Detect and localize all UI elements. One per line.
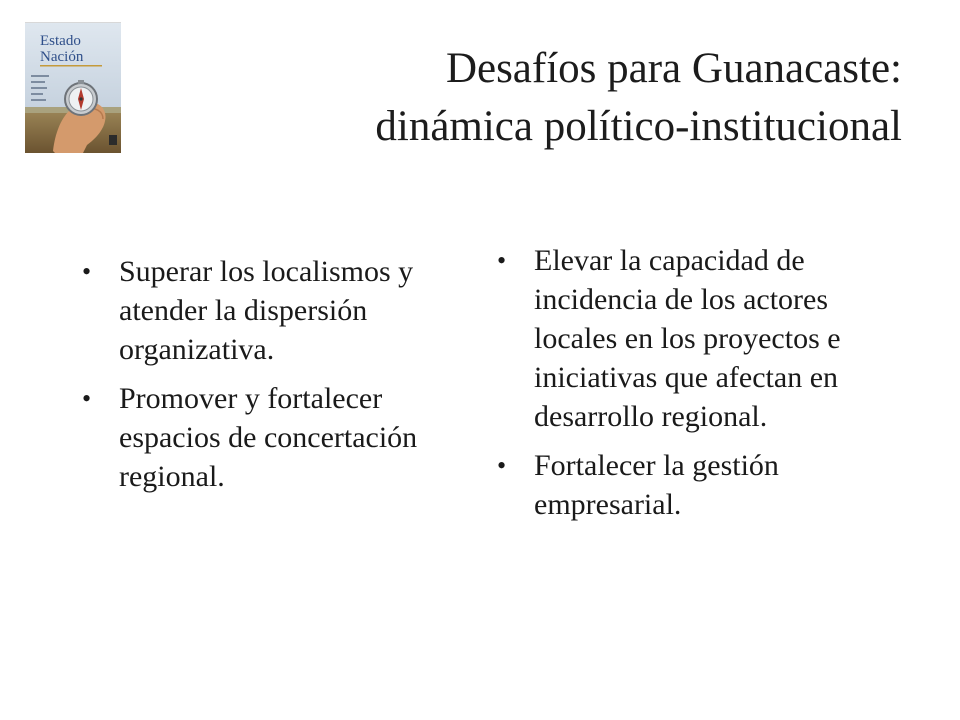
bullet-icon: • [82, 257, 92, 286]
list-item [82, 252, 452, 369]
list-item-text: Fortalecer la gestión empresarial. [534, 449, 779, 521]
left-column [82, 252, 452, 506]
title-line1: Desafíos para Guanacaste: [445, 45, 902, 92]
left-bullet-list [82, 252, 452, 496]
right-bullet-list [497, 241, 882, 524]
list-item-text: Elevar la capacidad de incidencia de los actores locales en los proyectos e iniciativas que afectan en desarrollo regional. [534, 244, 841, 433]
bullet-icon: • [82, 384, 92, 413]
list-item-text: Promover y fortalecer espacios de concertación regional. [119, 382, 418, 493]
list-item [497, 241, 882, 436]
logo-line1: Estado [40, 33, 81, 49]
slide-title [202, 40, 902, 156]
list-item [82, 379, 452, 496]
logo-line2: Nación [40, 49, 84, 65]
title-line2: dinámica político-institucional [375, 103, 902, 150]
bullet-icon: • [497, 246, 507, 275]
estado-nacion-logo [25, 22, 121, 153]
report-cover-image [25, 23, 121, 153]
bullet-icon: • [497, 451, 507, 480]
right-column [497, 241, 882, 534]
list-item-text: Superar los localismos y atender la dispersión organizativa. [119, 255, 414, 366]
list-item [497, 446, 882, 524]
